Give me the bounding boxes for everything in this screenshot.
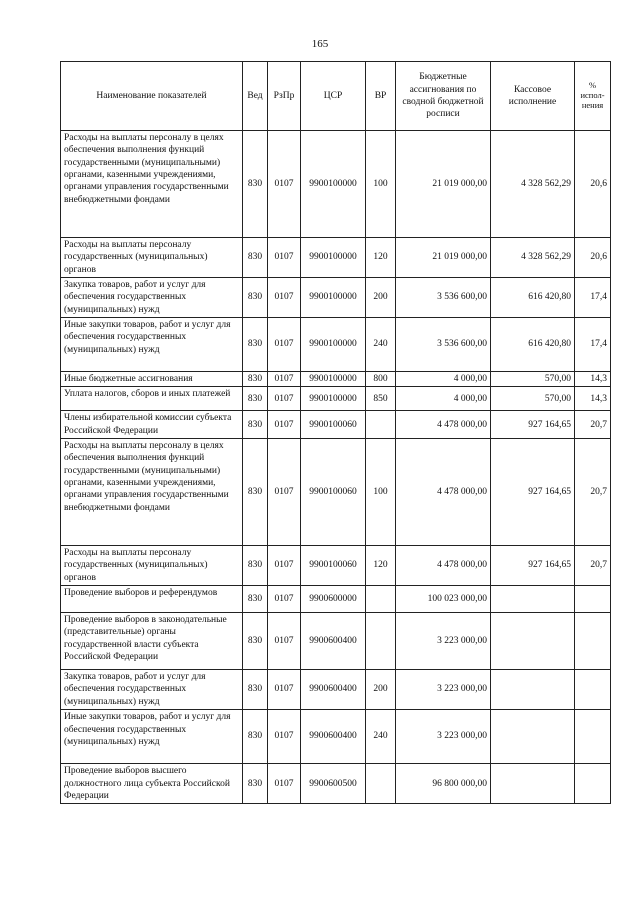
row-ved: 830 xyxy=(243,764,268,804)
row-percent xyxy=(575,586,611,613)
row-budget: 4 478 000,00 xyxy=(396,439,491,546)
row-rzpr: 0107 xyxy=(268,131,301,238)
row-rzpr: 0107 xyxy=(268,546,301,586)
row-cash: 616 420,80 xyxy=(491,318,575,372)
table-row xyxy=(61,372,611,387)
row-percent: 20,7 xyxy=(575,546,611,586)
row-percent xyxy=(575,613,611,670)
row-vr: 240 xyxy=(366,318,396,372)
row-name: Иные закупки товаров, работ и услуг для обеспечения государственных (муниципальных) нужд xyxy=(61,710,243,764)
row-ved: 830 xyxy=(243,318,268,372)
row-budget: 3 536 600,00 xyxy=(396,318,491,372)
row-vr xyxy=(366,586,396,613)
row-cash: 570,00 xyxy=(491,372,575,387)
row-rzpr: 0107 xyxy=(268,318,301,372)
table-row xyxy=(61,318,611,372)
row-cash xyxy=(491,670,575,710)
row-ved: 830 xyxy=(243,613,268,670)
header-budget: Бюджетные ассигнования по сводной бюджетной росписи xyxy=(396,62,491,131)
header-row xyxy=(61,62,611,131)
row-rzpr: 0107 xyxy=(268,387,301,411)
row-rzpr: 0107 xyxy=(268,613,301,670)
row-name: Члены избирательной комиссии субъекта Российской Федерации xyxy=(61,411,243,439)
row-cash xyxy=(491,613,575,670)
row-cash: 927 164,65 xyxy=(491,546,575,586)
table-row xyxy=(61,131,611,238)
row-cash: 927 164,65 xyxy=(491,411,575,439)
row-name: Проведение выборов в законодательные (представительные) органы государственной власти субъекта Российской Федерации xyxy=(61,613,243,670)
row-name: Расходы на выплаты персоналу в целях обеспечения выполнения функций государственными (муниципальными) органами, казенными учреждениями, органами управления государственными внебюджетными фондами xyxy=(61,131,243,238)
row-vr: 800 xyxy=(366,372,396,387)
row-vr: 200 xyxy=(366,278,396,318)
row-budget: 21 019 000,00 xyxy=(396,238,491,278)
table-row xyxy=(61,439,611,546)
row-rzpr: 0107 xyxy=(268,710,301,764)
row-ved: 830 xyxy=(243,411,268,439)
table-row xyxy=(61,586,611,613)
row-percent: 20,7 xyxy=(575,439,611,546)
row-budget: 3 223 000,00 xyxy=(396,613,491,670)
row-cash xyxy=(491,764,575,804)
row-ved: 830 xyxy=(243,278,268,318)
header-rzpr: РзПр xyxy=(268,62,301,131)
row-csr: 9900100060 xyxy=(301,439,366,546)
row-vr: 850 xyxy=(366,387,396,411)
row-ved: 830 xyxy=(243,710,268,764)
table-row xyxy=(61,546,611,586)
row-csr: 9900100060 xyxy=(301,546,366,586)
row-csr: 9900600400 xyxy=(301,613,366,670)
row-ved: 830 xyxy=(243,670,268,710)
row-budget: 3 223 000,00 xyxy=(396,710,491,764)
row-name: Закупка товаров, работ и услуг для обеспечения государственных (муниципальных) нужд xyxy=(61,278,243,318)
row-csr: 9900100000 xyxy=(301,372,366,387)
row-vr: 100 xyxy=(366,131,396,238)
page-number: 165 xyxy=(311,38,329,50)
row-csr: 9900600500 xyxy=(301,764,366,804)
row-vr: 100 xyxy=(366,439,396,546)
row-vr xyxy=(366,764,396,804)
row-cash: 570,00 xyxy=(491,387,575,411)
row-csr: 9900600400 xyxy=(301,710,366,764)
row-csr: 9900100000 xyxy=(301,387,366,411)
row-name: Проведение выборов и референдумов xyxy=(61,586,243,613)
row-percent: 20,6 xyxy=(575,238,611,278)
row-cash xyxy=(491,586,575,613)
row-percent: 20,6 xyxy=(575,131,611,238)
row-budget: 4 000,00 xyxy=(396,372,491,387)
table-row xyxy=(61,764,611,804)
row-name: Уплата налогов, сборов и иных платежей xyxy=(61,387,243,411)
row-cash xyxy=(491,710,575,764)
row-cash: 4 328 562,29 xyxy=(491,131,575,238)
row-percent: 17,4 xyxy=(575,318,611,372)
table-row xyxy=(61,710,611,764)
row-vr: 200 xyxy=(366,670,396,710)
row-name: Расходы на выплаты персоналу в целях обеспечения выполнения функций государственными (муниципальными) органами, казенными учреждениями, органами управления государственными внебюджетными фондами xyxy=(61,439,243,546)
row-percent: 17,4 xyxy=(575,278,611,318)
row-csr: 9900100000 xyxy=(301,278,366,318)
row-csr: 9900600000 xyxy=(301,586,366,613)
table-row xyxy=(61,387,611,411)
row-percent xyxy=(575,764,611,804)
row-budget: 4 478 000,00 xyxy=(396,546,491,586)
row-name: Иные бюджетные ассигнования xyxy=(61,372,243,387)
row-percent: 14,3 xyxy=(575,372,611,387)
row-budget: 96 800 000,00 xyxy=(396,764,491,804)
row-ved: 830 xyxy=(243,546,268,586)
row-rzpr: 0107 xyxy=(268,372,301,387)
row-budget: 100 023 000,00 xyxy=(396,586,491,613)
row-ved: 830 xyxy=(243,131,268,238)
row-name: Расходы на выплаты персоналу государственных (муниципальных) органов xyxy=(61,546,243,586)
row-ved: 830 xyxy=(243,238,268,278)
row-percent: 20,7 xyxy=(575,411,611,439)
row-budget: 3 536 600,00 xyxy=(396,278,491,318)
table-row xyxy=(61,613,611,670)
row-csr: 9900100000 xyxy=(301,131,366,238)
row-cash: 616 420,80 xyxy=(491,278,575,318)
row-rzpr: 0107 xyxy=(268,439,301,546)
row-csr: 9900100060 xyxy=(301,411,366,439)
row-ved: 830 xyxy=(243,372,268,387)
row-ved: 830 xyxy=(243,586,268,613)
row-ved: 830 xyxy=(243,439,268,546)
header-name: Наименование показателей xyxy=(61,62,243,131)
row-budget: 21 019 000,00 xyxy=(396,131,491,238)
table-row xyxy=(61,278,611,318)
header-vr: ВР xyxy=(366,62,396,131)
row-budget: 3 223 000,00 xyxy=(396,670,491,710)
row-csr: 9900100000 xyxy=(301,238,366,278)
row-cash: 927 164,65 xyxy=(491,439,575,546)
row-csr: 9900600400 xyxy=(301,670,366,710)
header-ved: Вед xyxy=(243,62,268,131)
row-rzpr: 0107 xyxy=(268,764,301,804)
row-csr: 9900100000 xyxy=(301,318,366,372)
row-name: Расходы на выплаты персоналу государственных (муниципальных) органов xyxy=(61,238,243,278)
table-row xyxy=(61,670,611,710)
table-row xyxy=(61,411,611,439)
row-percent: 14,3 xyxy=(575,387,611,411)
row-vr: 120 xyxy=(366,238,396,278)
row-budget: 4 478 000,00 xyxy=(396,411,491,439)
row-name: Проведение выборов высшего должностного лица субъекта Российской Федерации xyxy=(61,764,243,804)
table-row xyxy=(61,238,611,278)
row-percent xyxy=(575,670,611,710)
row-rzpr: 0107 xyxy=(268,238,301,278)
row-ved: 830 xyxy=(243,387,268,411)
header-csr: ЦСР xyxy=(301,62,366,131)
row-rzpr: 0107 xyxy=(268,586,301,613)
row-rzpr: 0107 xyxy=(268,411,301,439)
row-vr: 240 xyxy=(366,710,396,764)
row-percent xyxy=(575,710,611,764)
row-name: Закупка товаров, работ и услуг для обеспечения государственных (муниципальных) нужд xyxy=(61,670,243,710)
row-vr xyxy=(366,613,396,670)
row-cash: 4 328 562,29 xyxy=(491,238,575,278)
row-vr xyxy=(366,411,396,439)
row-name: Иные закупки товаров, работ и услуг для обеспечения государственных (муниципальных) нужд xyxy=(61,318,243,372)
row-budget: 4 000,00 xyxy=(396,387,491,411)
row-rzpr: 0107 xyxy=(268,670,301,710)
budget-table xyxy=(60,61,611,804)
row-rzpr: 0107 xyxy=(268,278,301,318)
header-cash: Кассовое исполнение xyxy=(491,62,575,131)
row-vr: 120 xyxy=(366,546,396,586)
header-percent: % испол-нения xyxy=(575,62,611,131)
